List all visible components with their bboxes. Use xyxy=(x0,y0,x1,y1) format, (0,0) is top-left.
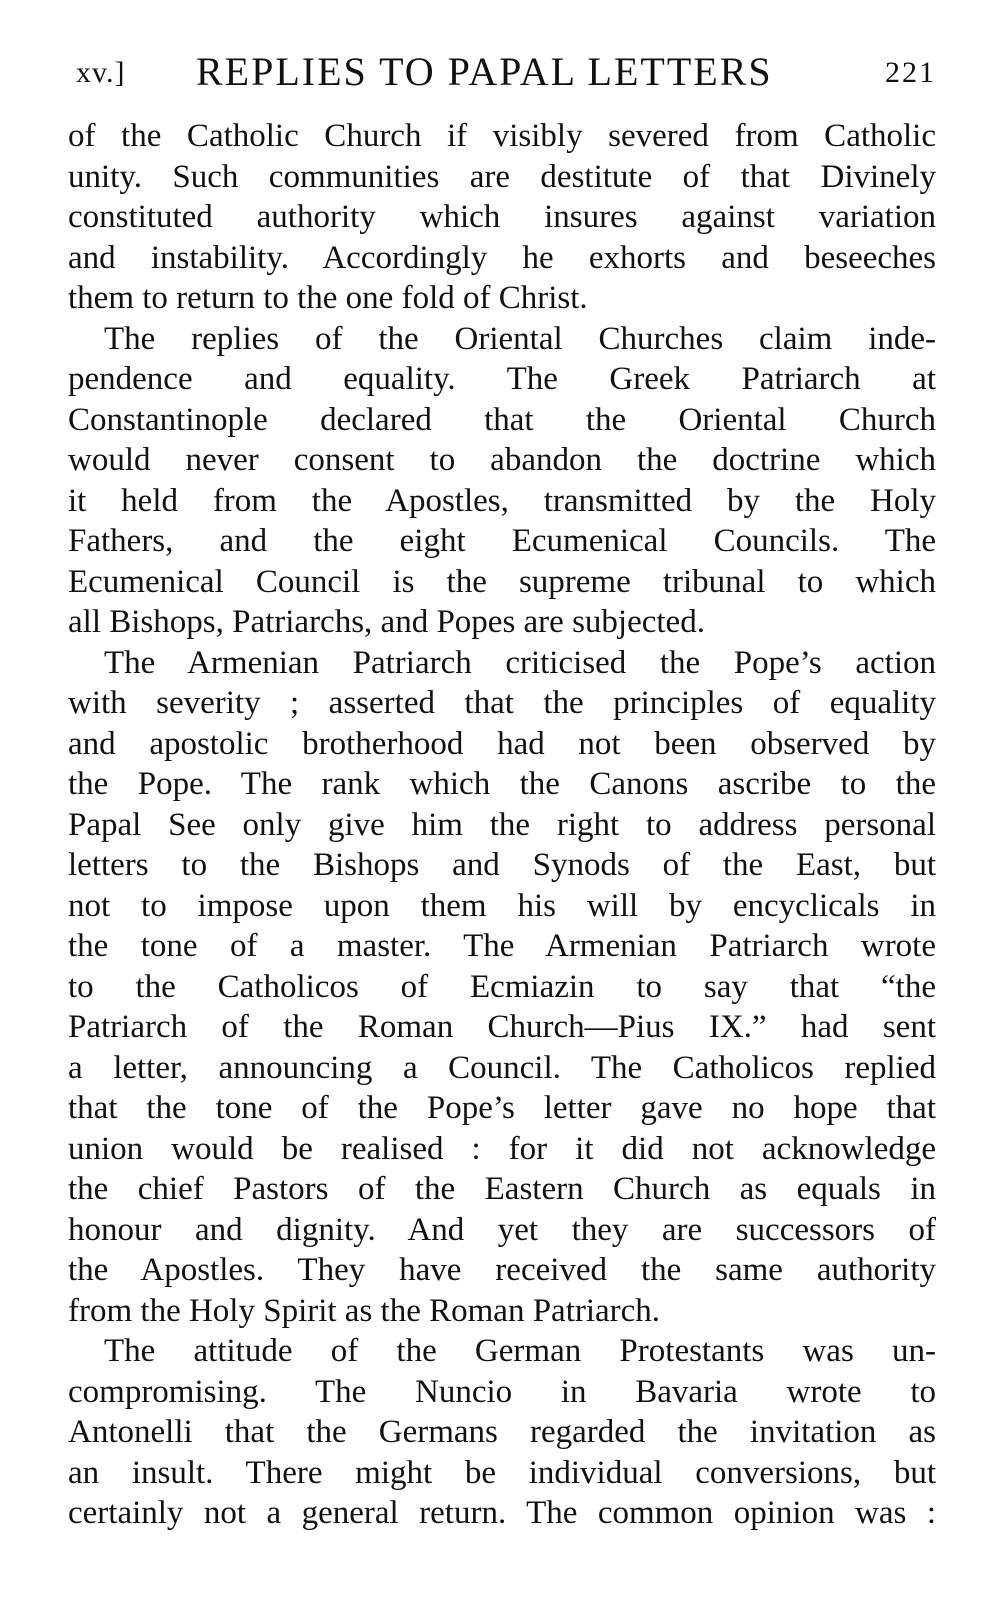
text-line: with severity ; asserted that the principles of equality xyxy=(68,685,936,721)
text-line: it held from the Apostles, transmitted by the Holy xyxy=(68,482,936,519)
text-line: constituted authority which insures against variation xyxy=(68,199,936,235)
text-line: not to impose upon them his will by encyclicals in xyxy=(68,887,936,924)
text-line: certainly not a general return. The common opinion was : xyxy=(68,1495,936,1531)
paragraph-2 xyxy=(68,319,936,643)
text-line: Ecumenical Council is the supreme tribunal to which xyxy=(68,563,936,600)
text-line: the chief Pastors of the Eastern Church as equals in xyxy=(68,1171,936,1207)
text-line: them to return to the one fold of Christ. xyxy=(68,280,588,316)
text-line: from the Holy Spirit as the Roman Patriarch. xyxy=(68,1292,661,1329)
paragraph-1 xyxy=(68,116,936,319)
text-line: and instability. Accordingly he exhorts and beseeches xyxy=(68,239,936,276)
text-line: all Bishops, Patriarchs, and Popes are subjected. xyxy=(68,604,705,640)
text-line: The Armenian Patriarch criticised the Pope’s action xyxy=(104,644,936,681)
text-line: The attitude of the German Protestants was un- xyxy=(104,1333,936,1369)
running-title: REPLIES TO PAPAL LETTERS xyxy=(196,49,773,94)
text-line: The replies of the Oriental Churches claim inde- xyxy=(104,320,936,357)
text-line: the Apostles. They have received the same authority xyxy=(68,1252,936,1288)
text-line: an insult. There might be individual conversions, but xyxy=(68,1454,936,1491)
text-line: compromising. The Nuncio in Bavaria wrote to xyxy=(68,1373,936,1410)
text-line: a letter, announcing a Council. The Catholicos replied xyxy=(68,1049,936,1086)
text-line: that the tone of the Pope’s letter gave no hope that xyxy=(68,1090,936,1126)
text-line: letters to the Bishops and Synods of the East, but xyxy=(68,847,936,883)
text-line: Papal See only give him the right to address personal xyxy=(68,806,936,843)
text-line: Antonelli that the Germans regarded the invitation as xyxy=(68,1414,936,1450)
text-line: Patriarch of the Roman Church—Pius IX.” had sent xyxy=(68,1009,936,1045)
page-number: 221 xyxy=(885,56,936,89)
text-line: pendence and equality. The Greek Patriarch at xyxy=(68,361,936,397)
chapter-number: xv.] xyxy=(76,56,126,89)
text-line: and apostolic brotherhood had not been observed by xyxy=(68,725,936,762)
text-line: of the Catholic Church if visibly severed from Catholic xyxy=(68,118,936,154)
text-line: union would be realised : for it did not acknowledge xyxy=(68,1130,936,1167)
paragraph-3 xyxy=(68,643,936,1332)
text-line: unity. Such communities are destitute of that Divinely xyxy=(68,158,936,195)
text-line: the Pope. The rank which the Canons ascribe to the xyxy=(68,766,936,802)
text-line: to the Catholicos of Ecmiazin to say that “the xyxy=(68,968,936,1005)
paragraph-4 xyxy=(68,1331,936,1534)
text-line: would never consent to abandon the doctrine which xyxy=(68,442,936,478)
text-line: honour and dignity. And yet they are successors of xyxy=(68,1211,936,1248)
text-line: the tone of a master. The Armenian Patriarch wrote xyxy=(68,928,936,964)
body-text xyxy=(68,116,936,1534)
text-line: Fathers, and the eight Ecumenical Councils. The xyxy=(68,523,936,559)
running-head xyxy=(76,48,936,98)
text-line: Constantinople declared that the Oriental Church xyxy=(68,401,936,438)
